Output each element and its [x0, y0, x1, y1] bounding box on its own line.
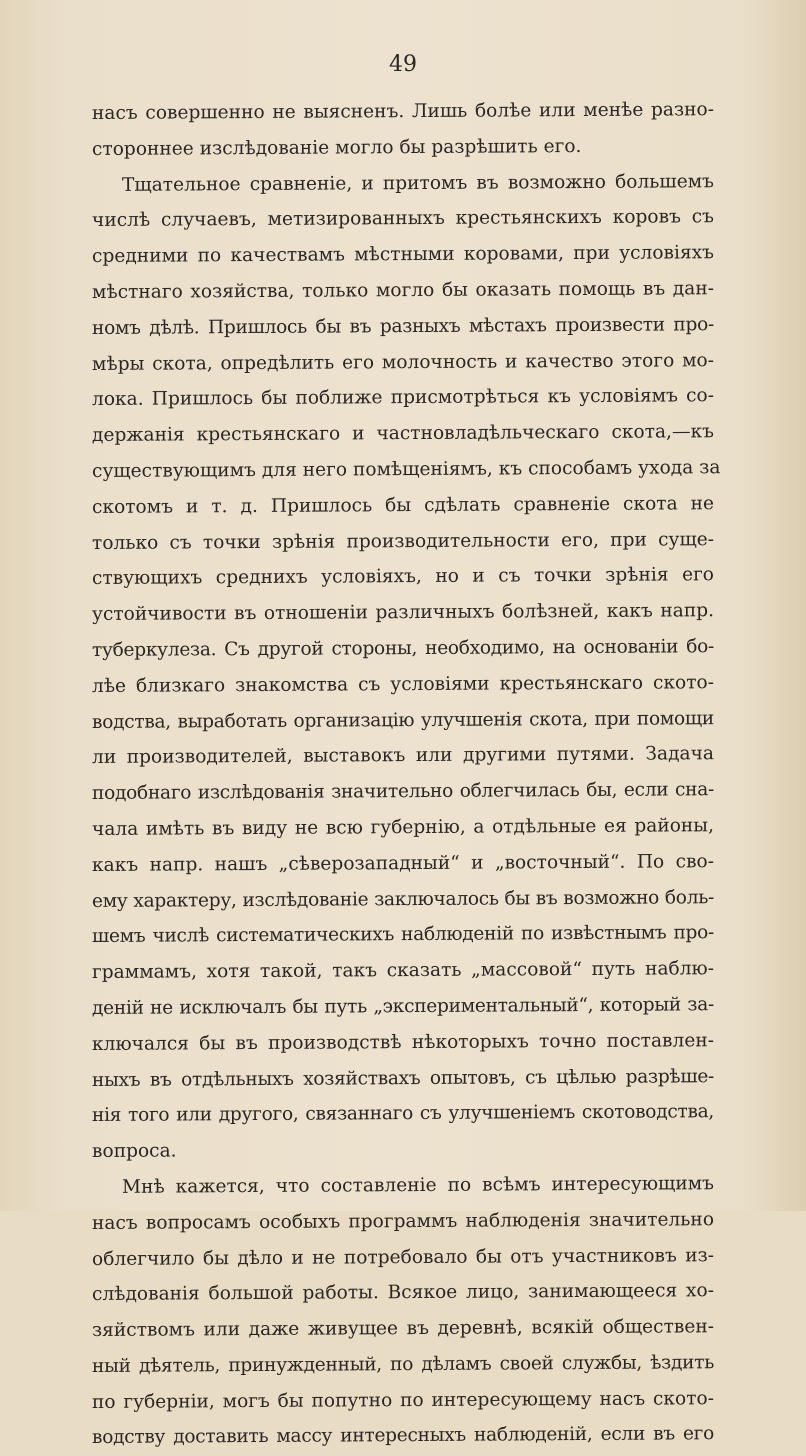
page-number: 49 — [389, 52, 417, 77]
text-line: мѣры скота, опредѣлить его молочность и качество этого мо- — [91, 349, 715, 375]
body-text — [91, 96, 721, 1456]
text-line: слѣдованія большой работы. Всякое лицо, занимающееся хо- — [91, 1280, 715, 1306]
text-line: ключался бы въ производствѣ нѣкоторыхъ точно поставлен- — [91, 1029, 715, 1055]
text-line: деній не исключалъ бы путь „экспериментальный“, который за- — [91, 994, 715, 1019]
text-line: водству доставить массу интересныхъ наблюденій, если въ его — [91, 1423, 715, 1449]
text-line: облегчило бы дѣло и не потребовало бы отъ участниковъ из- — [91, 1244, 715, 1270]
text-line: вопроса. — [91, 1140, 177, 1163]
text-line: насъ совершенно не выясненъ. Лишь болѣе или менѣе разно- — [91, 99, 715, 124]
text-line: только съ точки зрѣнія производительности его, при суще- — [91, 528, 715, 554]
text-line: шемъ числѣ систематическихъ наблюденій по извѣстнымъ про- — [91, 922, 715, 948]
text-line: подобнаго изслѣдованія значительно облегчилась бы, если сна- — [91, 779, 715, 805]
text-line: ли производителей, выставокъ или другими путями. Задача — [91, 743, 715, 769]
text-line: водства, выработать организацію улучшенія скота, при помощи — [91, 707, 715, 733]
text-line: Тщательное сравненіе, и притомъ въ возможно большемъ — [121, 170, 715, 196]
text-line: по губерніи, могъ бы попутно по интересующему насъ ското- — [91, 1387, 715, 1413]
text-line: мѣстнаго хозяйства, только могло бы оказать помощь въ дан- — [91, 278, 715, 303]
text-line: ствующихъ среднихъ условіяхъ, но и съ точки зрѣнія его — [91, 564, 715, 590]
text-line: лѣе близкаго знакомства съ условіями крестьянскаго ското- — [91, 671, 715, 697]
text-line: существующимъ для него помѣщеніямъ, къ способамъ ухода за — [91, 457, 721, 482]
text-line: нія того или другого, связаннаго съ улучшеніемъ скотоводства, — [91, 1101, 715, 1127]
text-line: ный дѣятель, принужденный, по дѣламъ своей службы, ѣздить — [91, 1352, 715, 1377]
text-line: лока. Пришлось бы поближе присмотрѣться къ условіямъ со- — [91, 385, 715, 411]
text-line: насъ вопросамъ особыхъ программъ наблюденія значительно — [91, 1208, 715, 1234]
text-line: средними по качествамъ мѣстными коровами, при условіяхъ — [91, 242, 715, 268]
text-line: Мнѣ кажется, что составленіе по всѣмъ интересующимъ — [121, 1173, 715, 1198]
text-line: чала имѣть въ виду не всю губернію, а отдѣльные ея районы, — [91, 815, 715, 840]
text-line: номъ дѣлѣ. Пришлось бы въ разныхъ мѣстахъ произвести про- — [91, 313, 715, 339]
text-line: держанія крестьянскаго и частновладѣльческаго скота,—къ — [91, 421, 715, 447]
text-line: зяйствомъ или даже живущее въ деревнѣ, всякій обществен- — [91, 1316, 715, 1342]
text-line: ныхъ въ отдѣльныхъ хозяйствахъ опытовъ, съ цѣлью разрѣше- — [91, 1065, 715, 1091]
text-line: туберкулеза. Съ другой стороны, необходимо, на основаніи бо- — [91, 636, 715, 661]
text-line: граммамъ, хотя такой, такъ сказать „массовой“ путь наблю- — [91, 958, 715, 984]
text-line: устойчивости въ отношеніи различныхъ болѣзней, какъ напр. — [91, 600, 715, 626]
text-line: числѣ случаевъ, метизированныхъ крестьянскихъ коровъ съ — [91, 206, 715, 232]
text-line: стороннее изслѣдованіе могло бы разрѣшить его. — [91, 135, 582, 160]
text-line: ему характеру, изслѣдованіе заключалось бы въ возможно боль- — [91, 886, 715, 912]
text-line: какъ напр. нашъ „сѣверозападный“ и „восточный“. По сво- — [91, 850, 715, 876]
text-line: скотомъ и т. д. Пришлось бы сдѣлать сравненіе скота не — [91, 492, 715, 518]
